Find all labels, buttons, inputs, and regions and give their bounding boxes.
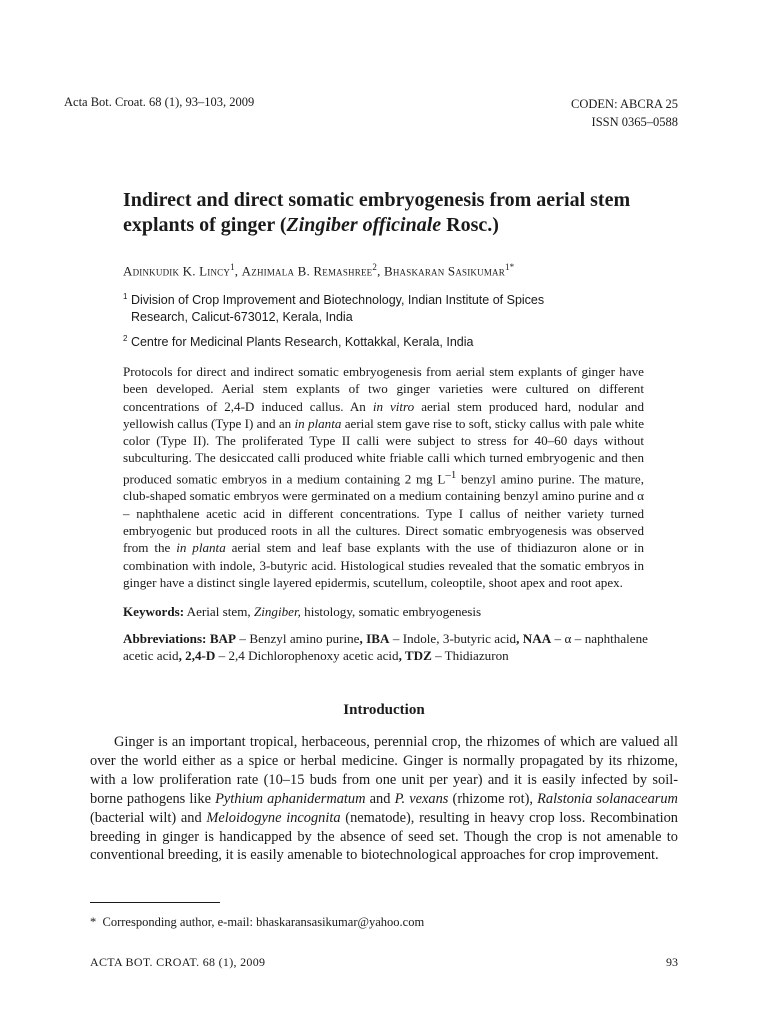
author-separator: ,: [377, 263, 384, 279]
abstract: [123, 363, 644, 591]
affiliation-line: Research, Calicut-673012, Kerala, India: [131, 309, 353, 324]
abstract-span: aerial stem produced hard, nodular and yellowish callus (Type I) and an: [123, 398, 644, 431]
coden: CODEN: ABCRA 25: [571, 97, 678, 111]
author-list: [123, 262, 683, 279]
intro-italic: Pythium aphanidermatum: [215, 790, 366, 807]
abstract-italic: in planta: [294, 415, 342, 431]
abbreviations-label: Abbreviations:: [123, 631, 207, 646]
abstract-span: benzyl amino purine. The mature, club-shaped somatic embryos were germinated on a medium containing benzyl amino purine and α – naphthalene acetic acid in different concentrations. Type I callus of neither variety turned embryogenic but produced roots in all the cultures. Direct somatic embryogenesis was observed from the: [123, 471, 644, 556]
section-heading-introduction: Introduction: [343, 702, 425, 718]
intro-span: (bacterial wilt) and: [90, 809, 207, 826]
keywords-text: histology, somatic embryogenesis: [300, 604, 482, 619]
abstract-span: aerial stem and leaf base explants with the use of thidiazuron alone or in combination with indole, 3-butyric acid. Histological studies revealed that the somatic embryos in ginger have a distinct single layered epidermis, scutellum, coleoptile, shoot apex and root apex.: [123, 540, 645, 590]
abbreviation-key: , NAA: [516, 631, 552, 646]
introduction-paragraph: [90, 733, 678, 865]
journal-codes: [571, 95, 678, 131]
affiliation-mark: 2: [123, 334, 128, 343]
author-name: Adinkudik K. Lincy: [123, 263, 231, 279]
author-name: Bhaskaran Sasikumar: [383, 263, 505, 279]
issn: ISSN 0365–0588: [591, 115, 678, 129]
author-affil-mark: 1: [230, 262, 235, 272]
intro-span: (rhizome rot),: [448, 790, 538, 807]
intro-span: Ginger is an important tropical, herbaceous, perennial crop, the rhizomes of which are valued all over the world either as a spice or herbal medicine. Ginger is normally propagated by its rhizome, with a low proliferation rate (10–15 buds from one unit per year) and it is easily infected by soil-borne pathogens like: [90, 734, 678, 807]
introduction-body: [90, 733, 678, 865]
abstract-text: [123, 363, 644, 591]
abbreviation-desc: – Thidiazuron: [431, 648, 509, 664]
intro-italic: P. vexans: [394, 790, 449, 807]
affiliation-line: Division of Crop Improvement and Biotechnology, Indian Institute of Spices: [130, 293, 545, 308]
keywords-italic: Zingiber,: [253, 604, 301, 619]
keywords: [123, 603, 648, 620]
abbreviation-key: , TDZ: [398, 648, 432, 664]
abstract-span: aerial stem gave rise to soft, sticky callus with pale white color (Type II). The proliferated Type II calli were subject to stress for 40–60 days without subculturing. The desiccated calli produced white friable calli which turned embryogenic and then produced somatic embryos in a medium containing 2 mg L: [123, 415, 645, 487]
footnote-mark: *: [90, 915, 97, 929]
intro-italic: Meloidogyne incognita: [206, 809, 341, 826]
footer-journal: ACTA BOT. CROAT. 68 (1), 2009: [90, 955, 266, 969]
affiliation-mark: 1: [123, 292, 128, 301]
keywords-label: Keywords:: [123, 604, 185, 619]
keywords-text: Aerial stem,: [184, 604, 254, 619]
abbreviation-desc: – α – naphthalene acetic acid: [123, 631, 648, 664]
paper-title: [123, 188, 663, 238]
abstract-span: Protocols for direct and indirect somatic embryogenesis from aerial stem explants of ginger have been developed. Aerial stem explants of two ginger varieties were cultured on different concentrations of 2,4-D induced callus. An: [123, 364, 644, 414]
abstract-italic: in vitro: [372, 398, 415, 414]
affiliation-line: Centre for Medicinal Plants Research, Kottakkal, Kerala, India: [130, 335, 474, 350]
intro-span: (nematode), resulting in heavy crop loss. Recombination breeding in ginger is handicapped by the absence of seed set. Though the crop is not amenable to conventional breeding, it is easily amenable to biotechnological approaches for crop improvement.: [90, 809, 678, 864]
footnote-rule: [90, 902, 220, 903]
footnote: [90, 914, 670, 930]
author-affil-mark: 1*: [504, 262, 515, 272]
intro-italic: Ralstonia solanacearum: [537, 790, 678, 807]
intro-span: and: [365, 790, 395, 807]
author-affil-mark: 2: [372, 262, 378, 272]
abbreviation-key: , 2,4-D: [178, 648, 216, 664]
affiliation-1: [123, 289, 643, 325]
author-separator: ,: [234, 263, 242, 279]
abbreviations: [123, 630, 648, 665]
title-species: Zingiber officinale: [286, 214, 442, 236]
abstract-superscript: –1: [445, 468, 457, 481]
abbreviation-key: , IBA: [359, 631, 390, 646]
title-text-end: Rosc.): [441, 214, 499, 236]
page-number: 93: [666, 955, 678, 969]
abbreviation-key: BAP: [206, 631, 237, 646]
abbreviation-desc: – Indole, 3-butyric acid: [389, 631, 517, 646]
affiliation-2: [123, 331, 643, 351]
abstract-italic: in planta: [176, 540, 226, 556]
abbreviation-desc: – Benzyl amino purine: [236, 631, 360, 646]
abbreviation-desc: – 2,4 Dichlorophenoxy acetic acid: [215, 648, 399, 664]
title-text: Indirect and direct somatic embryogenesis from aerial stem explants of ginger (: [123, 189, 631, 236]
author-name: Azhimala B. Remashree: [241, 263, 373, 279]
footnote-text: Corresponding author, e-mail: bhaskaransasikumar@yahoo.com: [96, 915, 425, 929]
journal-reference: Acta Bot. Croat. 68 (1), 93–103, 2009: [64, 95, 255, 109]
